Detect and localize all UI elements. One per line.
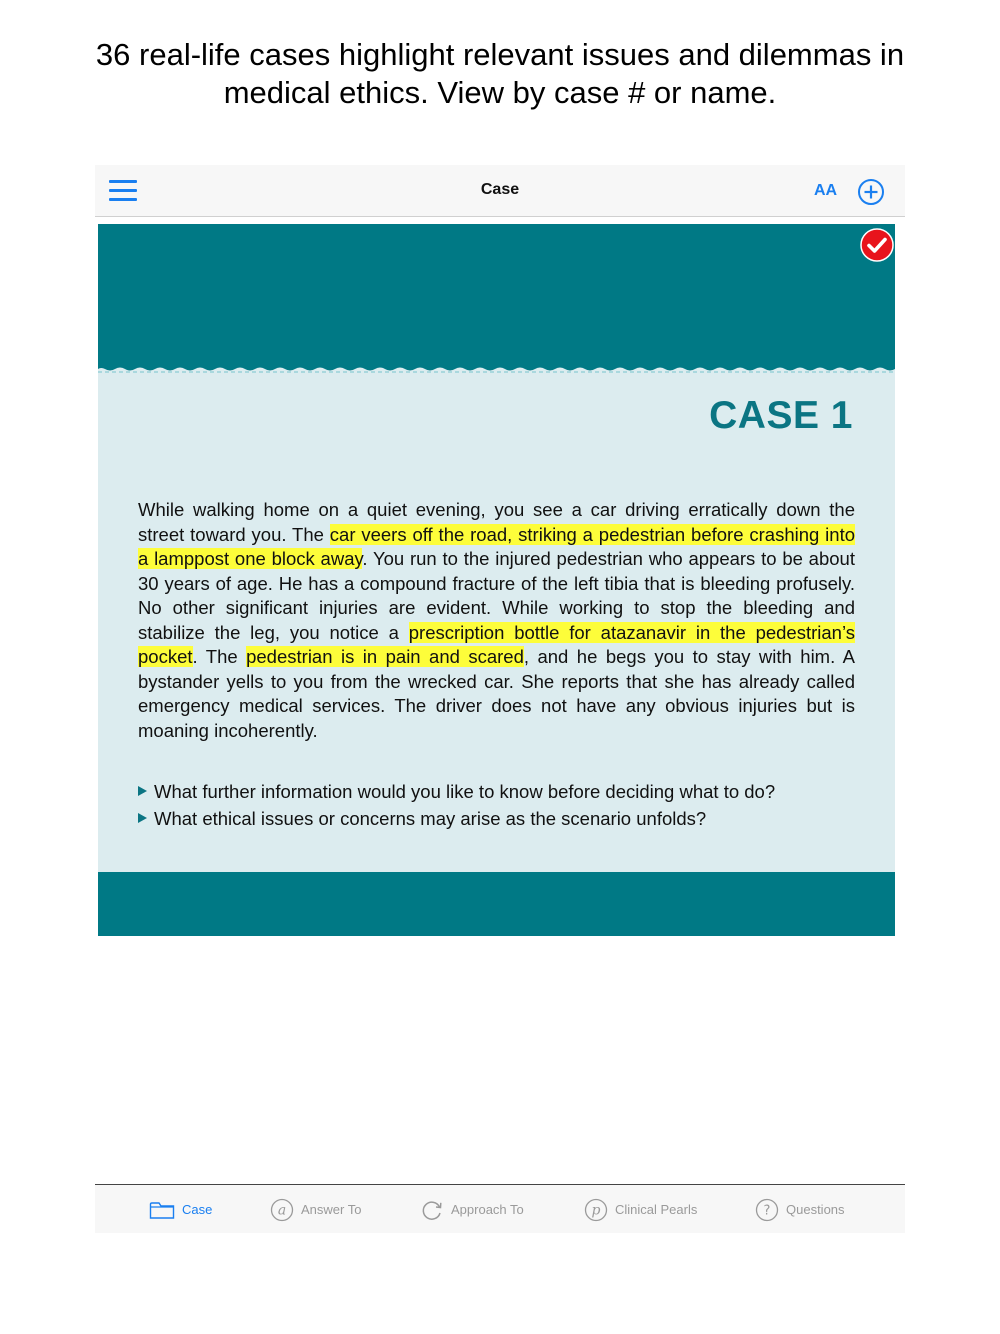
case-text-segment: . The [192, 646, 247, 667]
case-question: What further information would you like to know before deciding what to do? [138, 778, 868, 805]
highlighted-text[interactable]: pedestrian is in pain and scared [246, 646, 524, 667]
tab-approach-to[interactable] [420, 1185, 524, 1234]
font-size-button[interactable]: AA [814, 182, 838, 199]
case-heading: CASE 1 [709, 394, 853, 437]
app-screen [95, 165, 905, 1233]
case-content-panel [98, 376, 895, 872]
triangle-bullet-icon [138, 786, 147, 796]
svg-text:?: ? [763, 1203, 771, 1218]
case-footer-band [98, 872, 895, 936]
triangle-bullet-icon [138, 813, 147, 823]
tab-label: Clinical Pearls [615, 1202, 698, 1217]
p-circle-icon [584, 1198, 608, 1222]
nav-title: Case [480, 181, 520, 198]
question-circle-icon [755, 1198, 779, 1222]
svg-text:a: a [277, 1202, 287, 1218]
tab-case[interactable] [149, 1185, 212, 1234]
add-circle-icon[interactable] [857, 178, 885, 206]
tab-label: Approach To [451, 1202, 524, 1217]
rotate-arrow-icon [420, 1198, 444, 1222]
case-hero-banner [98, 224, 895, 368]
tab-label: Questions [786, 1202, 845, 1217]
tab-label: Answer To [301, 1202, 362, 1217]
promo-caption [0, 36, 1000, 112]
tab-label: Case [182, 1202, 213, 1217]
case-text-segment: While walking home on a quiet evening, you see a car driving erratically down the street toward you. The [138, 499, 855, 545]
tab-bar [95, 1184, 905, 1233]
tab-questions[interactable] [755, 1185, 845, 1234]
tab-answer-to[interactable] [270, 1185, 361, 1234]
case-text-segment: . You run to the injured pedestrian who appears to be about 30 years of age. He has a compound fracture of the left tibia that is bleeding profusely. No other significant injuries are evident. While working to stop the bleeding and stabilize the leg, you notice a [138, 548, 855, 643]
case-questions-list [138, 778, 868, 832]
folder-icon [149, 1200, 175, 1220]
completed-check-icon[interactable] [860, 228, 894, 262]
highlighted-text[interactable]: prescription bottle for atazanavir in the pedestrian’s pocket [138, 621, 855, 667]
highlighted-text[interactable]: car veers off the road, striking a pedestrian before crashing into a lamppost one block away [138, 523, 855, 569]
nav-bar [95, 165, 905, 217]
svg-text:p: p [591, 1202, 601, 1218]
caption-line-1: 36 real-life cases highlight relevant issues and dilemmas in [95, 37, 905, 72]
tab-clinical-pearls[interactable] [584, 1185, 697, 1234]
case-text-segment: , and he begs you to stay with him. A bystander yells to you from the wrecked car. She reports that she has already called emergency medical services. The driver does not have any obvious injuries but is moaning incoherently. [138, 646, 855, 741]
caption-line-2: medical ethics. View by case # or name. [223, 75, 777, 110]
case-paragraph [138, 498, 855, 743]
case-question: What ethical issues or concerns may arise as the scenario unfolds? [138, 805, 868, 832]
wave-divider [98, 366, 895, 376]
at-sign-icon [270, 1198, 294, 1222]
